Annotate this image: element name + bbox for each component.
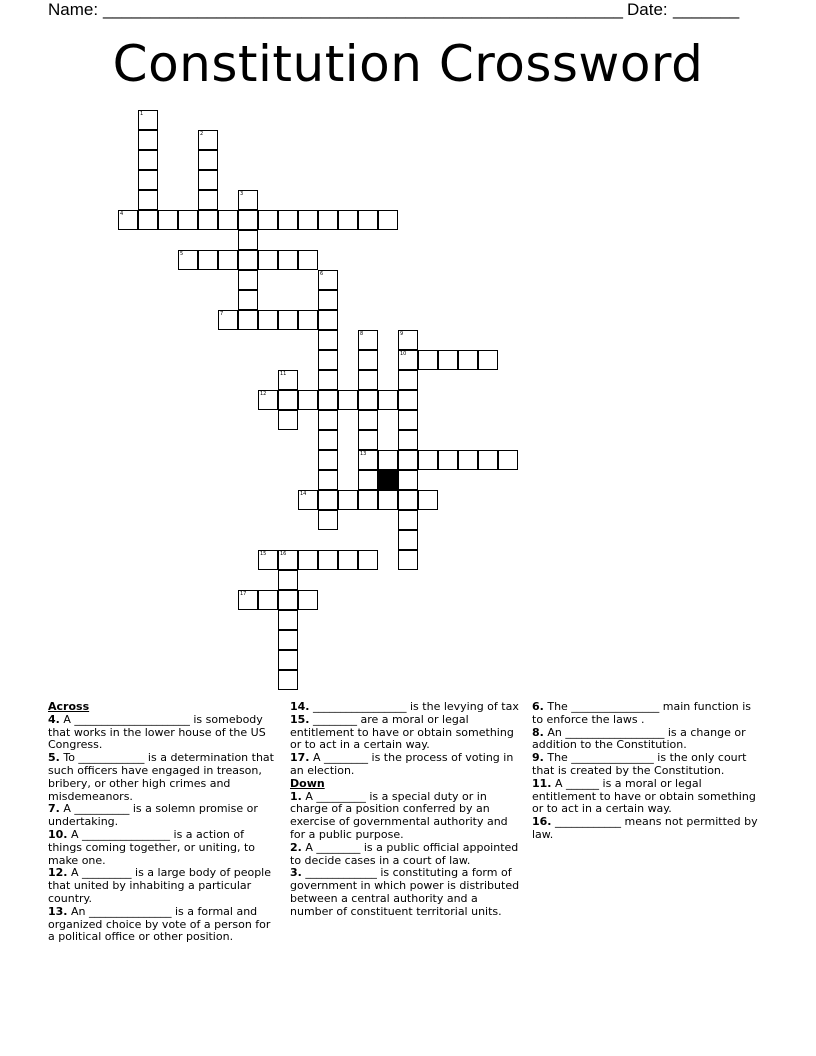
crossword-cell[interactable] xyxy=(358,450,378,470)
clue-number: 1 xyxy=(140,111,144,117)
crossword-cell[interactable] xyxy=(138,130,158,150)
crossword-cell[interactable] xyxy=(238,270,258,290)
crossword-cell[interactable] xyxy=(318,430,338,450)
crossword-cell[interactable] xyxy=(338,490,358,510)
clue-item xyxy=(532,727,764,753)
crossword-cell[interactable] xyxy=(238,310,258,330)
crossword-cell[interactable] xyxy=(318,490,338,510)
clue-number: 8 xyxy=(360,331,364,337)
crossword-cell[interactable] xyxy=(198,170,218,190)
crossword-cell[interactable] xyxy=(318,470,338,490)
crossword-cell[interactable] xyxy=(238,590,258,610)
crossword-cell[interactable] xyxy=(198,210,218,230)
clue-item xyxy=(48,867,280,905)
crossword-cell[interactable] xyxy=(378,210,398,230)
across-clue-list-continued xyxy=(290,701,522,778)
clue-item xyxy=(48,803,280,829)
crossword-cell[interactable] xyxy=(378,490,398,510)
crossword-cell[interactable] xyxy=(278,570,298,590)
clue-item-text: A _________ is a large body of people that united by inhabiting a particular country. xyxy=(48,866,271,905)
crossword-cell[interactable] xyxy=(198,130,218,150)
crossword-cell[interactable] xyxy=(498,450,518,470)
down-heading: Down xyxy=(290,776,325,790)
clue-item-text: A _____________________ is somebody that works in the lower house of the US Congress. xyxy=(48,712,266,752)
clue-item-number: 15. xyxy=(290,712,310,726)
clue-item-text: A ______ is a moral or legal entitlement to have or obtain something or to act in a certain way. xyxy=(532,776,756,816)
clue-item-number: 7. xyxy=(48,802,60,816)
crossword-cell[interactable] xyxy=(298,310,318,330)
clue-item-number: 9. xyxy=(532,751,544,765)
crossword-cell[interactable] xyxy=(278,590,298,610)
crossword-cell[interactable] xyxy=(358,210,378,230)
clue-item-number: 17. xyxy=(290,751,310,765)
clue-number: 5 xyxy=(180,251,184,257)
clues-column-2 xyxy=(290,701,522,919)
crossword-cell[interactable] xyxy=(278,250,298,270)
crossword-black-cell xyxy=(378,470,398,490)
clue-number: 14 xyxy=(300,491,307,497)
crossword-cell[interactable] xyxy=(318,270,338,290)
across-heading: Across xyxy=(48,700,90,713)
crossword-cell[interactable] xyxy=(138,170,158,190)
crossword-cell[interactable] xyxy=(318,550,338,570)
crossword-cell[interactable] xyxy=(458,350,478,370)
crossword-cell[interactable] xyxy=(398,430,418,450)
clues-column-1 xyxy=(48,701,280,944)
crossword-cell[interactable] xyxy=(278,630,298,650)
clue-item-text: A ________ is a public official appointed to decide cases in a court of law. xyxy=(290,840,519,867)
crossword-cell[interactable] xyxy=(278,210,298,230)
clue-number: 7 xyxy=(220,311,224,317)
crossword-cell[interactable] xyxy=(478,350,498,370)
crossword-cell[interactable] xyxy=(278,670,298,690)
clue-item-text: ________ are a moral or legal entitlement to have or obtain something or to act in a certain way. xyxy=(290,712,514,752)
clue-number: 6 xyxy=(320,271,324,277)
crossword-cell[interactable] xyxy=(438,450,458,470)
clue-item-number: 16. xyxy=(532,815,552,829)
crossword-cell[interactable] xyxy=(318,390,338,410)
clues-column-3 xyxy=(532,701,764,842)
crossword-cell[interactable] xyxy=(358,370,378,390)
clue-item-text: A ________ is the process of voting in an election. xyxy=(290,751,514,777)
clue-item-number: 8. xyxy=(532,725,544,739)
clue-item xyxy=(290,752,522,778)
crossword-cell[interactable] xyxy=(298,550,318,570)
clue-item-text: A __________ is a solemn promise or undertaking. xyxy=(48,802,258,829)
crossword-cell[interactable] xyxy=(258,390,278,410)
crossword-cell[interactable] xyxy=(318,510,338,530)
crossword-cell[interactable] xyxy=(278,370,298,390)
clue-item-number: 4. xyxy=(48,712,60,726)
crossword-cell[interactable] xyxy=(398,470,418,490)
clue-item-number: 11. xyxy=(532,776,552,790)
crossword-cell[interactable] xyxy=(198,150,218,170)
crossword-cell[interactable] xyxy=(458,450,478,470)
clue-item xyxy=(48,752,280,803)
page-title: Constitution Crossword xyxy=(112,35,704,93)
clue-item-number: 3. xyxy=(290,866,302,880)
crossword-cell[interactable] xyxy=(298,250,318,270)
date-field[interactable]: _______ xyxy=(673,0,740,19)
clue-number: 17 xyxy=(240,591,247,597)
clue-item-number: 12. xyxy=(48,866,68,880)
crossword-cell[interactable] xyxy=(398,350,418,370)
clue-item-number: 5. xyxy=(48,751,60,765)
crossword-cell[interactable] xyxy=(338,210,358,230)
clue-number: 11 xyxy=(280,371,287,377)
name-label: Name: xyxy=(48,0,99,19)
crossword-cell[interactable] xyxy=(138,210,158,230)
crossword-cell[interactable] xyxy=(258,210,278,230)
down-clue-list-continued xyxy=(532,701,764,842)
clue-item xyxy=(290,867,522,918)
crossword-cell[interactable] xyxy=(258,250,278,270)
clue-item xyxy=(532,778,764,816)
crossword-cell[interactable] xyxy=(138,150,158,170)
down-clue-list xyxy=(290,791,522,919)
clue-item xyxy=(48,714,280,752)
crossword-cell[interactable] xyxy=(398,330,418,350)
clue-number: 4 xyxy=(120,211,124,217)
clue-item xyxy=(290,714,522,752)
clue-item-number: 1. xyxy=(290,789,302,803)
crossword-cell[interactable] xyxy=(178,250,198,270)
crossword-cell[interactable] xyxy=(138,190,158,210)
crossword-cell[interactable] xyxy=(278,410,298,430)
crossword-cell[interactable] xyxy=(118,210,138,230)
crossword-cell[interactable] xyxy=(258,550,278,570)
clue-item-number: 2. xyxy=(290,840,302,854)
crossword-cell[interactable] xyxy=(278,390,298,410)
clue-number: 15 xyxy=(260,551,267,557)
clue-item xyxy=(48,906,280,944)
clue-item-number: 10. xyxy=(48,827,68,841)
clue-item-number: 6. xyxy=(532,700,544,713)
crossword-cell[interactable] xyxy=(298,490,318,510)
clue-item xyxy=(290,791,522,842)
crossword-cell[interactable] xyxy=(398,510,418,530)
crossword-cell[interactable] xyxy=(298,590,318,610)
crossword-cell[interactable] xyxy=(398,390,418,410)
clue-item-number: 14. xyxy=(290,700,310,713)
crossword-cell[interactable] xyxy=(398,370,418,390)
clue-number: 16 xyxy=(280,551,287,557)
crossword-cell[interactable] xyxy=(398,530,418,550)
clue-item-text: ____________ means not permitted by law. xyxy=(532,815,758,841)
crossword-cell[interactable] xyxy=(238,190,258,210)
clue-item-text: An __________________ is a change or addition to the Constitution. xyxy=(532,725,746,752)
crossword-cell[interactable] xyxy=(318,370,338,390)
clue-item-text: _____________ is constituting a form of government in which power is distributed between a central authority and a number of constituent territorial units. xyxy=(290,866,520,918)
crossword-cell[interactable] xyxy=(318,290,338,310)
crossword-cell[interactable] xyxy=(358,470,378,490)
crossword-cell[interactable] xyxy=(238,210,258,230)
clue-item-text: The ________________ main function is to enforce the laws . xyxy=(532,700,751,726)
crossword-cell[interactable] xyxy=(218,310,238,330)
crossword-cell[interactable] xyxy=(338,550,358,570)
crossword-cell[interactable] xyxy=(358,430,378,450)
crossword-cell[interactable] xyxy=(318,450,338,470)
crossword-cell[interactable] xyxy=(358,390,378,410)
clue-number: 3 xyxy=(240,191,244,197)
crossword-cell[interactable] xyxy=(378,390,398,410)
crossword-cell[interactable] xyxy=(238,230,258,250)
clue-number: 13 xyxy=(360,451,367,457)
crossword-cell[interactable] xyxy=(258,590,278,610)
clue-item-text: _________________ is the levying of tax xyxy=(313,700,519,713)
crossword-cell[interactable] xyxy=(358,330,378,350)
crossword-cell[interactable] xyxy=(398,450,418,470)
crossword-cell[interactable] xyxy=(358,410,378,430)
crossword-cell[interactable] xyxy=(298,390,318,410)
crossword-cell[interactable] xyxy=(138,110,158,130)
crossword-cell[interactable] xyxy=(278,550,298,570)
crossword-cell[interactable] xyxy=(318,410,338,430)
crossword-cell[interactable] xyxy=(358,550,378,570)
clue-item xyxy=(532,701,764,727)
crossword-cell[interactable] xyxy=(418,450,438,470)
crossword-cell[interactable] xyxy=(378,450,398,470)
clue-item-text: A ________________ is a action of things coming together, or uniting, to make one. xyxy=(48,827,255,867)
clue-item-number: 13. xyxy=(48,904,68,918)
clue-item xyxy=(48,829,280,867)
crossword-cell[interactable] xyxy=(158,210,178,230)
crossword-cell[interactable] xyxy=(478,450,498,470)
name-field[interactable]: _______________________________________________________ xyxy=(103,0,624,19)
crossword-cell[interactable] xyxy=(398,490,418,510)
crossword-cell[interactable] xyxy=(258,310,278,330)
clue-number: 12 xyxy=(260,391,267,397)
crossword-cell[interactable] xyxy=(318,350,338,370)
crossword-cell[interactable] xyxy=(398,550,418,570)
crossword-cell[interactable] xyxy=(318,210,338,230)
crossword-cell[interactable] xyxy=(198,250,218,270)
clue-number: 9 xyxy=(400,331,404,337)
crossword-cell[interactable] xyxy=(438,350,458,370)
clue-number: 10 xyxy=(400,351,407,357)
crossword-cell[interactable] xyxy=(418,490,438,510)
crossword-cell[interactable] xyxy=(218,210,238,230)
clue-number: 2 xyxy=(200,131,204,137)
crossword-cell[interactable] xyxy=(298,210,318,230)
crossword-cell[interactable] xyxy=(218,250,238,270)
clue-item xyxy=(532,816,764,842)
clue-item-text: A _________ is a special duty or in charge of a position conferred by an exercise of governmental authority and for a public purpose. xyxy=(290,789,508,841)
clue-item-text: To ____________ is a determination that such officers have engaged in treason, bribery, or other high crimes and misdemeanors. xyxy=(48,751,274,803)
crossword-cell[interactable] xyxy=(398,410,418,430)
date-label: Date: xyxy=(627,0,668,19)
crossword-cell[interactable] xyxy=(278,310,298,330)
crossword-cell[interactable] xyxy=(198,190,218,210)
clue-item-text: The _______________ is the only court that is created by the Constitution. xyxy=(532,751,747,777)
crossword-cell[interactable] xyxy=(278,650,298,670)
crossword-cell[interactable] xyxy=(338,390,358,410)
crossword-cell[interactable] xyxy=(418,350,438,370)
crossword-cell[interactable] xyxy=(358,490,378,510)
crossword-cell[interactable] xyxy=(238,290,258,310)
clue-item xyxy=(532,752,764,778)
across-clue-list xyxy=(48,714,280,944)
crossword-cell[interactable] xyxy=(278,610,298,630)
crossword-cell[interactable] xyxy=(318,330,338,350)
crossword-cell[interactable] xyxy=(238,250,258,270)
clue-item xyxy=(290,842,522,868)
crossword-cell[interactable] xyxy=(358,350,378,370)
crossword-cell[interactable] xyxy=(178,210,198,230)
crossword-cell[interactable] xyxy=(318,310,338,330)
clue-item-text: An _______________ is a formal and organized choice by vote of a person for a political office or other position. xyxy=(48,904,271,944)
